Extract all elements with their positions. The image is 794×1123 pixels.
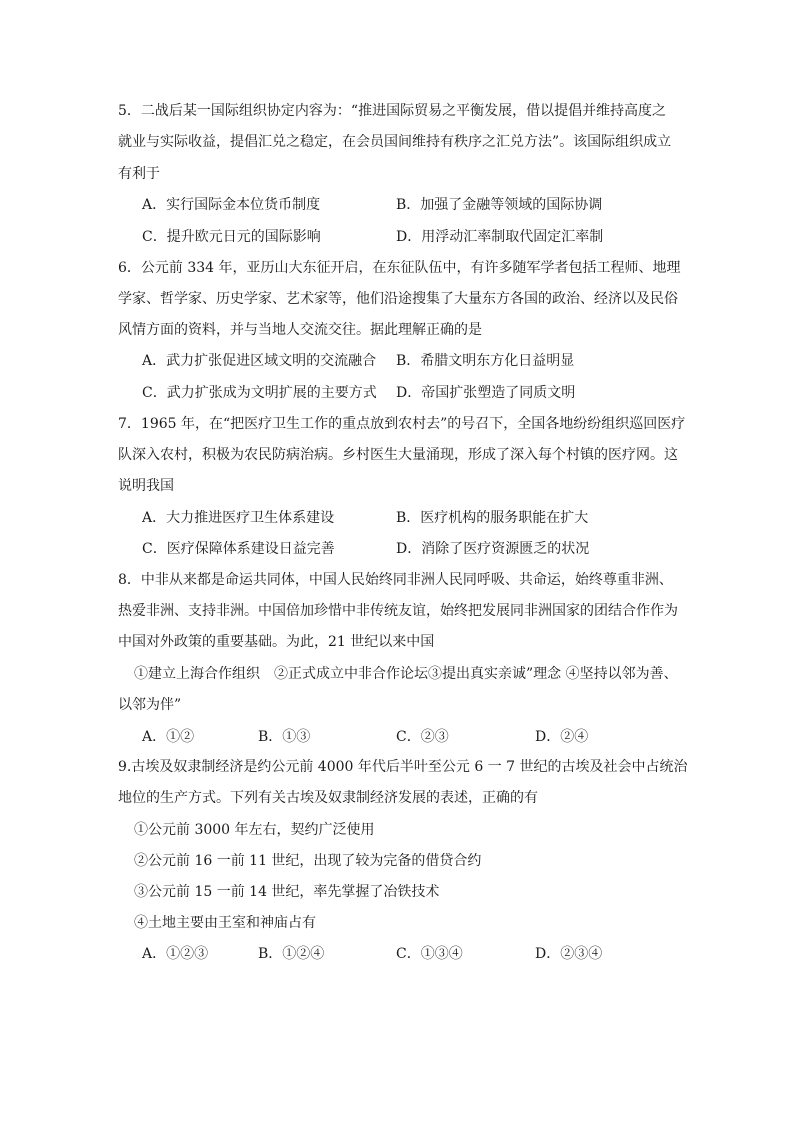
question-6-stem-line-2: 学家、哲学家、历史学家、艺术家等，他们沿途搜集了大量东方各国的政治、经济以及民俗: [118, 291, 678, 307]
question-7-stem-line-1: 7．1965 年，在“把医疗卫生工作的重点放到农村去”的号召下，全国各地纷纷组织巡回医疗: [118, 416, 686, 432]
question-7-option-b: B．医疗机构的服务职能在扩大: [396, 510, 589, 526]
question-5-stem-line-2: 就业与实际收益，提倡汇兑之稳定，在会员国间维持有秩序之汇兑方法”。该国际组织成立: [118, 134, 672, 150]
question-7-stem-line-2: 队深入农村，积极为农民防病治病。乡村医生大量涌现，形成了深入每个村镇的医疗网。这: [118, 447, 678, 463]
question-8-item-line-2: 以邻为伴”: [118, 697, 182, 713]
question-5-options-row-2: [0, 227, 794, 247]
question-8-option-d: D．②④: [535, 729, 589, 745]
question-6-stem-line-3: 风情方面的资料，并与当地人交流交往。据此理解正确的是: [118, 322, 482, 338]
question-9-option-c: C．①③④: [396, 946, 463, 962]
question-8-option-b: B．①③: [258, 729, 311, 745]
question-9-item-1: ①公元前 3000 年左右，契约广泛使用: [134, 822, 375, 838]
question-5-stem-line-1: 5．二战后某一国际组织协定内容为：“推进国际贸易之平衡发展，借以提倡并维持高度之: [118, 103, 667, 119]
question-9-option-a: A．①②③: [142, 946, 209, 962]
question-5-option-c: C．提升欧元日元的国际影响: [142, 229, 321, 245]
question-9-stem-line-2: 地位的生产方式。下列有关古埃及奴隶制经济发展的表述，正确的有: [118, 790, 538, 806]
question-7-options-row-2: [0, 539, 794, 559]
question-5-stem-line-3: 有利于: [118, 166, 160, 182]
question-6-options-row-1: [0, 351, 794, 371]
question-8-option-c: C．②③: [396, 729, 449, 745]
question-5-option-b: B．加强了金融等领域的国际协调: [396, 197, 603, 213]
question-6-option-b: B．希腊文明东方化日益明显: [396, 353, 575, 369]
question-6-option-c: C．武力扩张成为文明扩展的主要方式: [142, 385, 377, 401]
question-7-option-d: D．消除了医疗资源匮乏的状况: [396, 541, 590, 557]
question-7-stem-line-3: 说明我国: [118, 478, 174, 494]
question-6-option-a: A．武力扩张促进区域文明的交流融合: [142, 353, 377, 369]
question-9-option-b: B．①②④: [258, 946, 325, 962]
question-5-option-a: A．实行国际金本位货币制度: [142, 197, 321, 213]
question-5-options-row-1: [0, 195, 794, 215]
question-9-item-2: ②公元前 16 一前 11 世纪，出现了较为完备的借贷合约: [134, 853, 482, 869]
question-8-option-a: A．①②: [142, 729, 195, 745]
question-5-option-d: D．用浮动汇率制取代固定汇率制: [396, 229, 604, 245]
question-9-item-3: ③公元前 15 一前 14 世纪，率先掌握了冶铁技术: [134, 884, 440, 900]
question-8-options-row: [0, 727, 794, 747]
question-7-option-a: A．大力推进医疗卫生体系建设: [142, 510, 335, 526]
question-7-option-c: C．医疗保障体系建设日益完善: [142, 541, 335, 557]
question-8-stem-line-1: 8．中非从来都是命运共同体，中国人民始终同非洲人民同呼吸、共命运，始终尊重非洲、: [118, 572, 673, 588]
question-8-stem-line-2: 热爱非洲、支持非洲。中国倍加珍惜中非传统友谊，始终把发展同非洲国家的团结合作作为: [118, 603, 678, 619]
question-6-stem-line-1: 6．公元前 334 年，亚历山大东征开启，在东征队伍中，有许多随军学者包括工程师、地理: [118, 260, 681, 276]
question-8-item-line-1: ①建立上海合作组织 ②正式成立中非合作论坛③提出真实亲诚”理念 ④坚持以邻为善、: [134, 666, 678, 682]
question-9-option-d: D．②③④: [535, 946, 603, 962]
question-7-options-row-1: [0, 508, 794, 528]
question-9-item-4: ④土地主要由王室和神庙占有: [134, 915, 316, 931]
question-9-options-row: [0, 944, 794, 964]
question-9-stem-line-1: 9.古埃及奴隶制经济是约公元前 4000 年代后半叶至公元 6 一 7 世纪的古埃及社会中占统治: [118, 759, 688, 775]
question-8-stem-line-3: 中国对外政策的重要基础。为此，21 世纪以来中国: [118, 634, 435, 650]
question-6-options-row-2: [0, 383, 794, 403]
question-6-option-d: D．帝国扩张塑造了同质文明: [396, 385, 576, 401]
